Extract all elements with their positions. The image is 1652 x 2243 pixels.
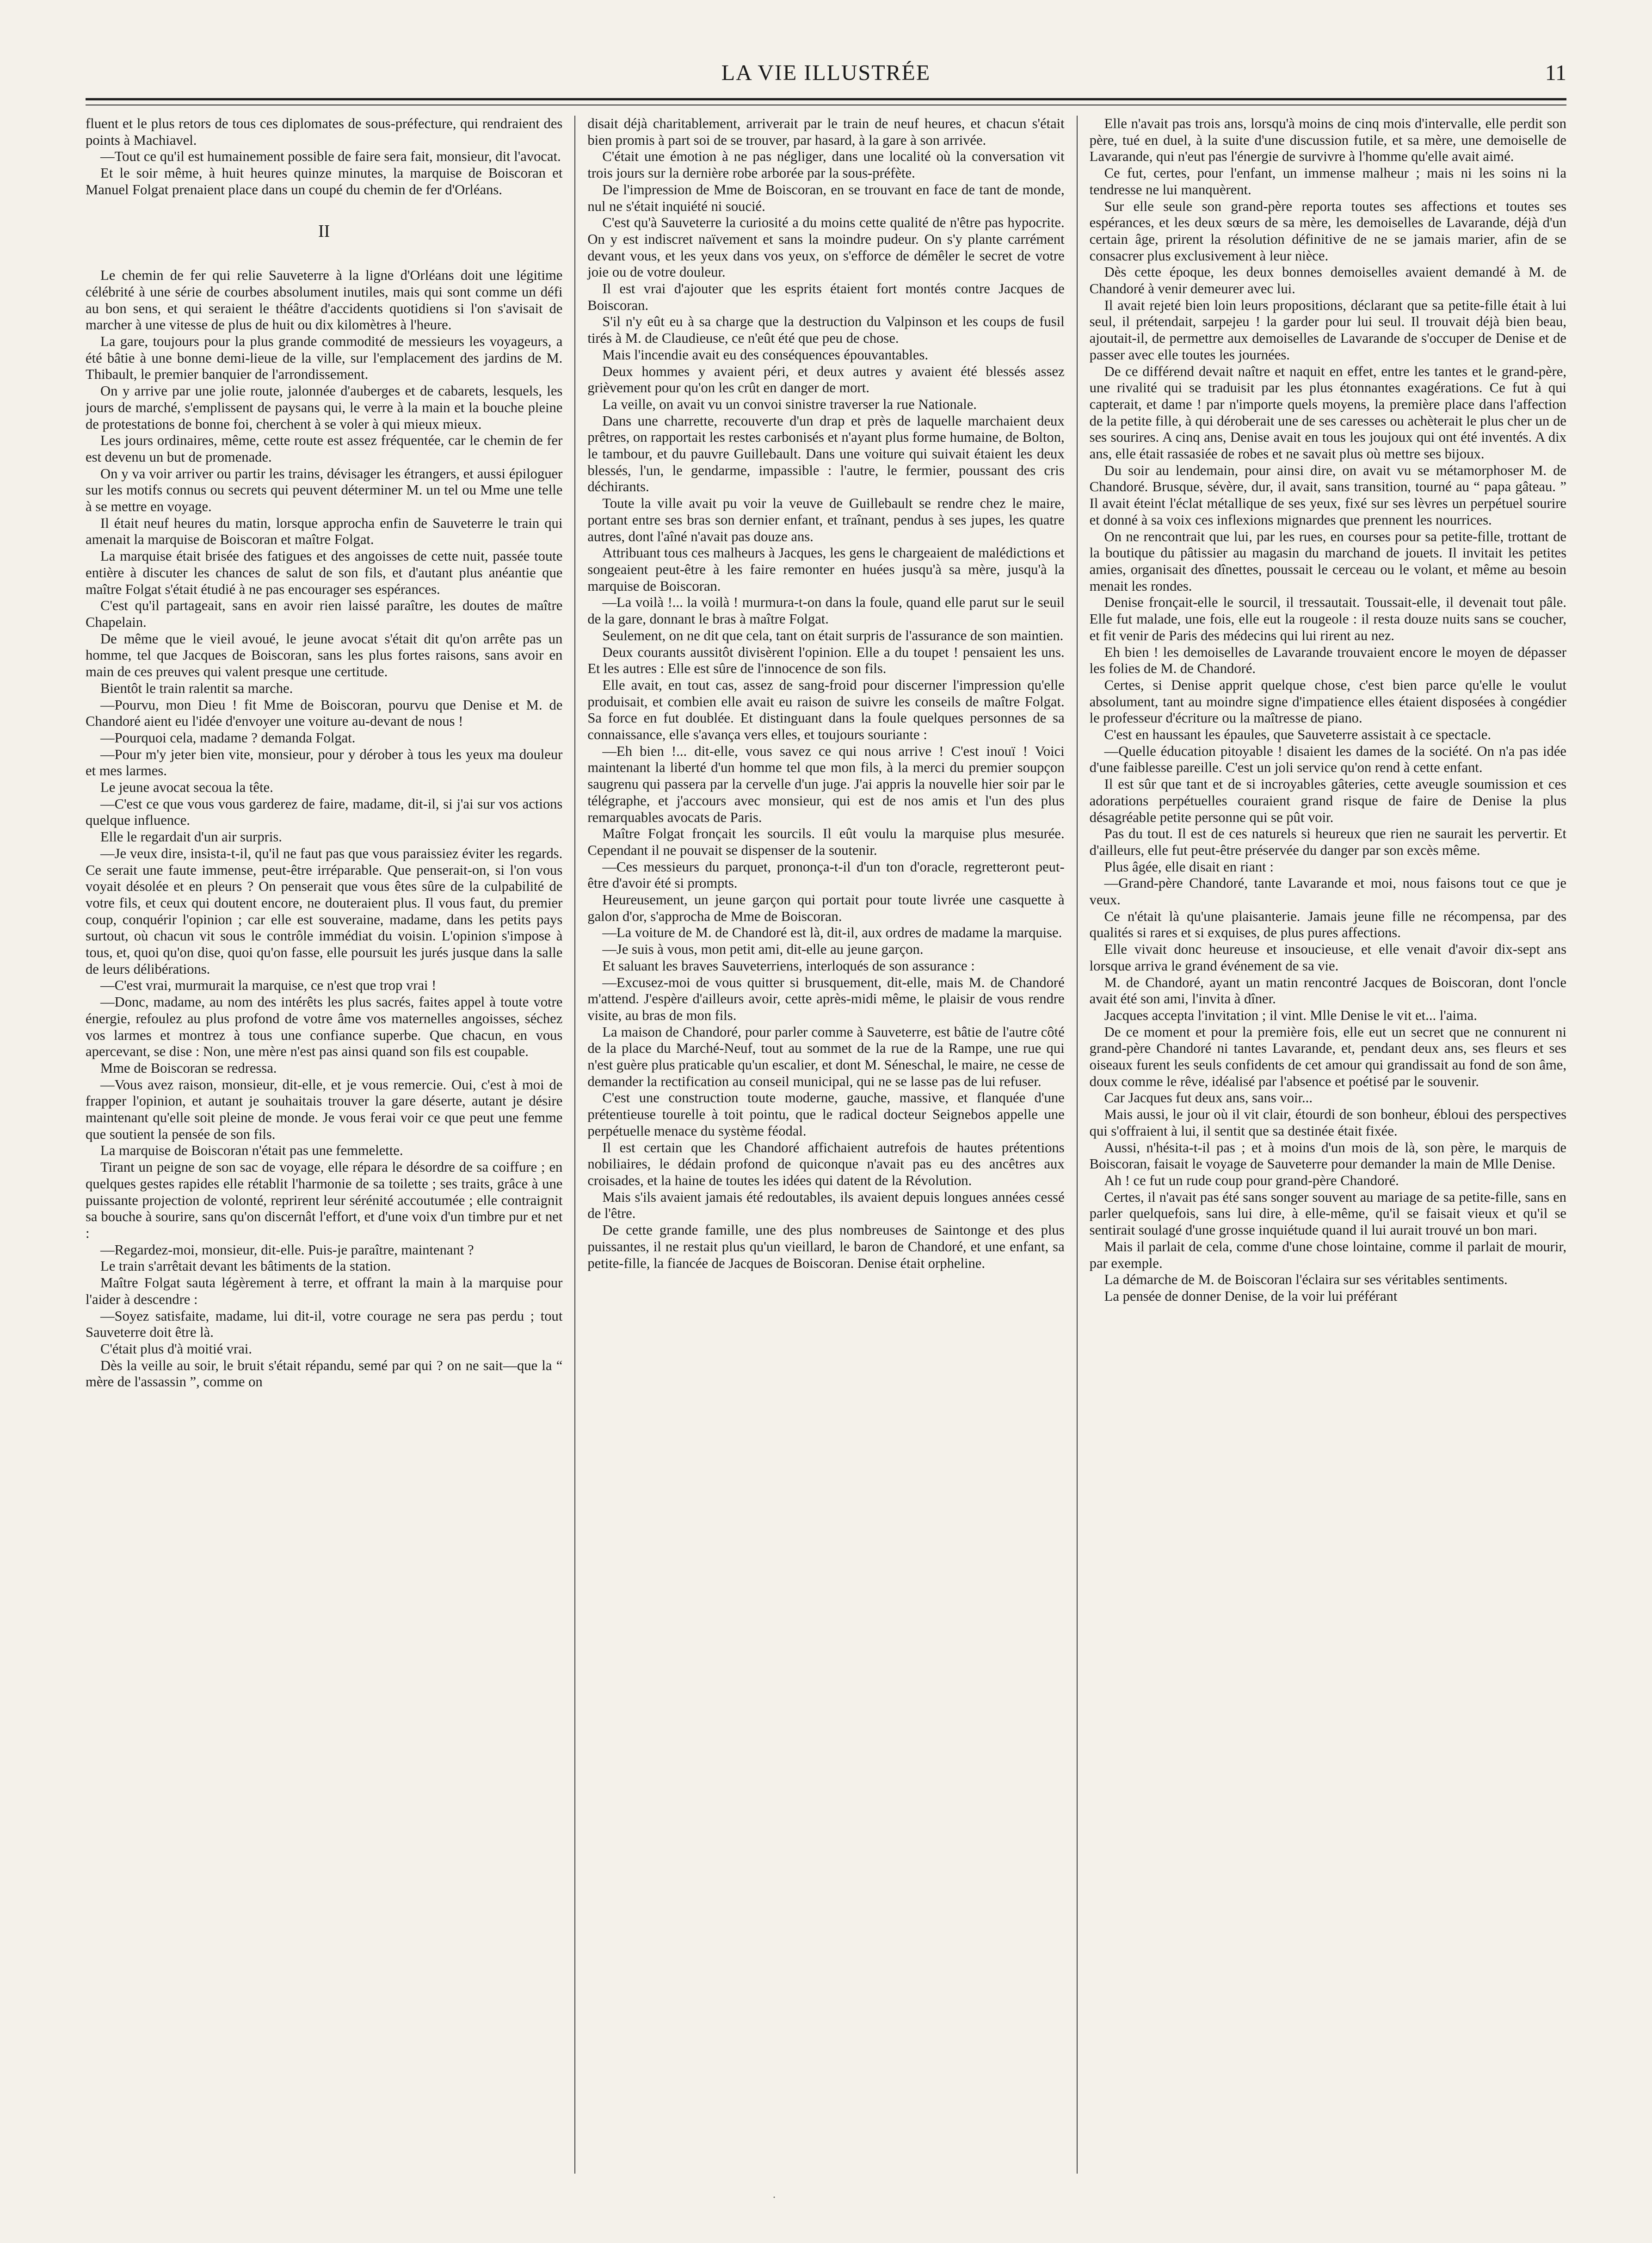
- paragraph: S'il n'y eût eu à sa charge que la destruction du Valpinson et les coups de fusil tirés à M. de Claudieuse, ce n'eût été que peu de chose.: [587, 314, 1065, 346]
- footer-mark: ·: [772, 2192, 776, 2204]
- paragraph: La veille, on avait vu un convoi sinistre traverser la rue Nationale.: [602, 396, 977, 412]
- paragraph: Ah ! ce fut un rude coup pour grand-père Chandoré.: [1104, 1173, 1399, 1188]
- paragraph: Aussi, n'hésita-t-il pas ; et à moins d'un mois de là, son père, le marquis de Boiscoran, faisait le voyage de Sauveterre pour demander la main de Mlle Denise.: [1089, 1139, 1566, 1172]
- paragraph: —Pourvu, mon Dieu ! fit Mme de Boiscoran, pourvu que Denise et M. de Chandoré aient eu l'idée d'envoyer une voiture au-devant de nous !: [86, 697, 563, 729]
- paragraph: Bientôt le train ralentit sa marche.: [100, 680, 293, 696]
- paragraph: —Vous avez raison, monsieur, dit-elle, et je vous remercie. Oui, c'est à moi de frapper l'opinion, et autant je souhaitais trouver la gare déserte, autant je désire maintenant qu'elle soit pleine de monde. Je vous ferai voir ce que peut une femme que soutient la pensée de son fils.: [86, 1076, 563, 1142]
- paragraph: Denise fronçait-elle le sourcil, il tressautait. Toussait-elle, il devenait tout pâle. Elle fut malade, une fois, elle eut la rougeole : il resta douze nuits sans se coucher, et fit venir de Paris des médecins qui lui rirent au nez.: [1089, 594, 1566, 643]
- paragraph: Le train s'arrêtait devant les bâtiments de la station.: [100, 1258, 391, 1274]
- paragraph: —Soyez satisfaite, madame, lui dit-il, votre courage ne sera pas perdu ; tout Sauveterre doit être là.: [86, 1308, 563, 1341]
- paragraph: M. de Chandoré, ayant un matin rencontré Jacques de Boiscoran, dont l'oncle avait été son ami, l'invita à dîner.: [1089, 974, 1566, 1007]
- paragraph: Ce n'était là qu'une plaisanterie. Jamais jeune fille ne récompensa, par des qualités si rares et si exquises, de plus pures affections.: [1089, 908, 1566, 941]
- paragraph: Le chemin de fer qui relie Sauveterre à la ligne d'Orléans doit une légitime célébrité à une série de courbes absolument inutiles, mais qui sont comme un défi au bon sens, et qui seraient le théâtre d'accidents quotidiens si l'on s'avisait de marcher à une vitesse de plus de huit ou dix kilomètres à l'heure.: [86, 267, 563, 333]
- page-number: 11: [1545, 61, 1566, 85]
- paragraph: Mais l'incendie avait eu des conséquences épouvantables.: [602, 346, 929, 363]
- paragraph: Maître Folgat sauta légèrement à terre, et offrant la main à la marquise pour l'aider à descendre :: [86, 1275, 563, 1307]
- paragraph: Elle le regardait d'un air surpris.: [100, 829, 282, 845]
- paragraph: —C'est ce que vous vous garderez de faire, madame, dit-il, si j'ai sur vos actions quelque influence.: [86, 796, 563, 828]
- paragraph: Et saluant les braves Sauveterriens, interloqués de son assurance :: [602, 958, 975, 974]
- paragraph: Certes, il n'avait pas été sans songer souvent au mariage de sa petite-fille, sans en parler quelquefois, sans lui dire, à elle-même, qu'il se faisait vieux et qu'il se sentirait soulagé d'une grosse inquiétude quand il lui aurait trouvé un bon mari.: [1089, 1189, 1566, 1238]
- paragraph: Il avait rejeté bien loin leurs propositions, déclarant que sa petite-fille était à lui seul, il prétendait, sarpejeu ! la garder pour lui seul. Il trouvait déjà bien beau, ajoutait-il, de permettre aux demoiselles de Lavarande de s'occuper de Denise et de passer avec elle toutes les journées.: [1089, 297, 1566, 363]
- paragraph: Deux courants aussitôt divisèrent l'opinion. Elle a du toupet ! pensaient les uns. Et les autres : Elle est sûre de l'innocence de son fils.: [587, 644, 1065, 677]
- paragraph: On y arrive par une jolie route, jalonnée d'auberges et de cabarets, lesquels, les jours de marché, s'emplissent de paysans qui, le verre à la main et la bouche pleine de protestations de bonne foi, cherchent à se voler à qui mieux mieux.: [86, 383, 563, 432]
- paragraph: —Je veux dire, insista-t-il, qu'il ne faut pas que vous paraissiez éviter les regards. Ce serait une faute immense, peut-être irréparable. Que penserait-on, si l'on vous voyait désolée et en pleurs ? On penserait que vous êtes sûre de la culpabilité de votre fils, et ceux qui doutent encore, ne douteraient plus. Il vous faut, du premier coup, conquérir l'opinion ; car elle est souveraine, madame, dans les petits pays surtout, où chacun vit sous le contrôle immédiat du voisin. L'opinion s'impose à tous, et, quoi qu'on dise, quoi qu'on fasse, elle poursuit les jurés jusque dans la salle de leurs délibérations.: [86, 845, 563, 977]
- paragraph: Il est vrai d'ajouter que les esprits étaient fort montés contre Jacques de Boiscoran.: [587, 281, 1065, 313]
- paragraph: C'est une construction toute moderne, gauche, massive, et flanquée d'une prétentieuse tourelle à toit pointu, que le radical docteur Seignebos appelle une perpétuelle menace du système féodal.: [587, 1090, 1065, 1139]
- paragraph: La maison de Chandoré, pour parler comme à Sauveterre, est bâtie de l'autre côté de la place du Marché-Neuf, tout au sommet de la rue de la Rampe, une rue qui n'est guère plus praticable qu'un escalier, et dont M. Séneschal, le maire, ne cesse de demander la rectification au conseil municipal, qui ne se lasse pas de lui refuser.: [587, 1024, 1065, 1089]
- paragraph: —Grand-père Chandoré, tante Lavarande et moi, nous faisons tout ce que je veux.: [1089, 875, 1566, 908]
- paragraph: La pensée de donner Denise, de la voir lui préférant: [1104, 1288, 1398, 1304]
- paragraph: Elle vivait donc heureuse et insoucieuse, et elle venait d'avoir dix-sept ans lorsque arriva le grand événement de sa vie.: [1089, 941, 1566, 974]
- paragraph: Attribuant tous ces malheurs à Jacques, les gens le chargeaient de malédictions et songeaient peut-être à les faire remonter en huées jusqu'à sa mère, jusqu'à la marquise de Boiscoran.: [587, 545, 1065, 594]
- paragraph: Seulement, on ne dit que cela, tant on était surpris de l'assurance de son maintien.: [602, 627, 1064, 643]
- paragraph: —Regardez-moi, monsieur, dit-elle. Puis-je paraître, maintenant ?: [100, 1242, 474, 1258]
- paragraph: Elle avait, en tout cas, assez de sang-froid pour discerner l'impression qu'elle produisait, et combien elle avait eu raison de suivre les conseils de maître Folgat. Sa force en fut doublée. Et distinguant dans la foule quelques personnes de sa connaissance, elle s'avança vers elles, et toujours souriante :: [587, 677, 1065, 743]
- paragraph: C'était plus d'à moitié vrai.: [100, 1341, 252, 1357]
- paragraph: —C'est vrai, murmurait la marquise, ce n'est que trop vrai !: [100, 977, 437, 994]
- paragraph: —La voiture de M. de Chandoré est là, dit-il, aux ordres de madame la marquise.: [602, 925, 1062, 941]
- paragraph: Le jeune avocat secoua la tête.: [100, 779, 273, 796]
- paragraph: Mais il parlait de cela, comme d'une chose lointaine, comme il parlait de mourir, par exemple.: [1089, 1238, 1566, 1271]
- paragraph: De l'impression de Mme de Boiscoran, en se trouvant en face de tant de monde, nul ne s'était inquiété ni soucié.: [587, 181, 1065, 214]
- paragraph: Sur elle seule son grand-père reporta toutes ses affections et toutes ses espérances, et les deux sœurs de sa mère, les demoiselles de Lavarande, déjà d'un certain âge, prirent la résolution définitive de ne se jamais marier, afin de se consacrer plus exclusivement à leur nièce.: [1089, 198, 1566, 264]
- paragraph: Il est certain que les Chandoré affichaient autrefois de hautes prétentions nobiliaires, le dédain profond de quiconque n'avait pas eu des ancêtres aux croisades, et la haine de toutes les idées qui datent de la Révolution.: [587, 1139, 1065, 1188]
- section-heading: II: [318, 221, 330, 241]
- paragraph: Elle n'avait pas trois ans, lorsqu'à moins de cinq mois d'intervalle, elle perdit son père, tué en duel, à la suite d'une discussion futile, et sa mère, une demoiselle de Lavarande, qui n'eut pas l'énergie de survivre à l'homme qu'elle avait aimé.: [1089, 116, 1566, 165]
- article-columns: [86, 116, 1566, 2174]
- paragraph: Il est sûr que tant et de si incroyables gâteries, cette aveugle soumission et ces adorations perpétuelles couraient grand risque de faire de Denise la plus désagréable petite personne qui se pût voir.: [1089, 776, 1566, 825]
- paragraph: disait déjà charitablement, arriverait par le train de neuf heures, et chacun s'était bien promis à part soi de se trouver, par hasard, à la gare à son arrivée.: [587, 116, 1065, 148]
- paragraph: C'est qu'à Sauveterre la curiosité a du moins cette qualité de n'être pas hypocrite. On y est indiscret naïvement et sans la moindre pudeur. On s'y plante carrément devant vous, et les yeux dans vos yeux, on s'efforce de démêler le secret de votre joie ou de votre douleur.: [587, 215, 1065, 280]
- paragraph: Du soir au lendemain, pour ainsi dire, on avait vu se métamorphoser M. de Chandoré. Brusque, sévère, dur, il avait, sans transition, tourné au “ papa gâteau. ” Il avait éteint l'éclat métallique de ses yeux, fixé sur ses lèvres un perpétuel sourire et donné à sa voix ces inflexions mignardes que prennent les nourrices.: [1089, 462, 1566, 528]
- paragraph: Jacques accepta l'invitation ; il vint. Mlle Denise le vit et... l'aima.: [1104, 1007, 1477, 1023]
- paragraph: Ce fut, certes, pour l'enfant, un immense malheur ; mais ni les soins ni la tendresse ne lui manquèrent.: [1089, 165, 1566, 198]
- paragraph: De ce moment et pour la première fois, elle eut un secret que ne connurent ni grand-père Chandoré ni tantes Lavarande, et, pendant deux ans, ses fleurs et ses oiseaux furent les seuls confidents de cet amour qui grandissait au fond de son âme, doux comme le rêve, idéalisé par l'absence et poétisé par le souvenir.: [1089, 1024, 1566, 1089]
- paragraph: Deux hommes y avaient péri, et deux autres y avaient été blessés assez grièvement pour qu'on les crût en danger de mort.: [587, 363, 1065, 396]
- paragraph: Plus âgée, elle disait en riant :: [1104, 859, 1274, 875]
- paragraph: La démarche de M. de Boiscoran l'éclaira sur ses véritables sentiments.: [1104, 1272, 1508, 1288]
- paragraph: —Ces messieurs du parquet, prononça-t-il d'un ton d'oracle, regretteront peut-être d'avoir été si prompts.: [587, 859, 1065, 891]
- paragraph: Pas du tout. Il est de ces naturels si heureux que rien ne saurait les pervertir. Et d'ailleurs, elle fut peut-être préservée du danger par son excès même.: [1089, 826, 1566, 858]
- paragraph: De même que le vieil avoué, le jeune avocat s'était dit qu'on arrête pas un homme, tel que Jacques de Boiscoran, sans les plus fortes raisons, sans avoir en main de ces preuves qui valent presque une certitude.: [86, 630, 563, 680]
- paragraph: C'était une émotion à ne pas négliger, dans une localité où la conversation vit trois jours sur la dernière robe arborée par la sous-préfète.: [587, 148, 1065, 181]
- paragraph: —Tout ce qu'il est humainement possible de faire sera fait, monsieur, dit l'avocat.: [100, 148, 561, 165]
- paragraph: De cette grande famille, une des plus nombreuses de Saintonge et des plus puissantes, il ne restait plus qu'un vieillard, le baron de Chandoré, et une enfant, sa petite-fille, la fiancée de Jacques de Boiscoran. Denise était orpheline.: [587, 1222, 1065, 1271]
- paragraph: Mme de Boiscoran se redressa.: [100, 1060, 277, 1076]
- column-1: [86, 116, 574, 2174]
- paragraph: Dans une charrette, recouverte d'un drap et près de laquelle marchaient deux prêtres, on rapportait les restes carbonisés et n'ayant plus forme humaine, de Bolton, le tambour, et du pauvre Guillebault. Dans une voiture qui suivait étaient les deux blessés, l'un, le gendarme, impassible : l'autre, le fermier, poussant des cris déchirants.: [587, 413, 1065, 495]
- paragraph: On y va voir arriver ou partir les trains, dévisager les étrangers, et aussi épiloguer sur les motifs connus ou secrets qui peuvent déterminer M. un tel ou Mme une telle à se mettre en voyage.: [86, 465, 563, 515]
- column-3: [1078, 116, 1566, 2174]
- paragraph: Dès cette époque, les deux bonnes demoiselles avaient demandé à M. de Chandoré à venir demeurer avec lui.: [1089, 264, 1566, 297]
- paragraph: —Je suis à vous, mon petit ami, dit-elle au jeune garçon.: [602, 941, 924, 958]
- paragraph: Eh bien ! les demoiselles de Lavarande trouvaient encore le moyen de dépasser les folies de M. de Chandoré.: [1089, 644, 1566, 677]
- paragraph: —Quelle éducation pitoyable ! disaient les dames de la société. On n'a pas idée d'une faiblesse pareille. C'est un joli service qu'on rend à cette enfant.: [1089, 743, 1566, 776]
- paragraph: C'est qu'il partageait, sans en avoir rien laissé paraître, les doutes de maître Chapelain.: [86, 598, 563, 630]
- header-rule-thick: [86, 98, 1566, 100]
- paragraph: C'est en haussant les épaules, que Sauveterre assistait à ce spectacle.: [1104, 727, 1491, 743]
- paragraph: Il était neuf heures du matin, lorsque approcha enfin de Sauveterre le train qui amenait la marquise de Boiscoran et maître Folgat.: [86, 515, 563, 548]
- paragraph: —Pour m'y jeter bien vite, monsieur, pour y dérober à tous les yeux ma douleur et mes larmes.: [86, 746, 563, 779]
- paragraph: La marquise de Boiscoran n'était pas une femmelette.: [100, 1143, 403, 1159]
- paragraph: —La voilà !... la voilà ! murmura-t-on dans la foule, quand elle parut sur le seuil de la gare, donnant le bras à maître Folgat.: [587, 594, 1065, 627]
- paragraph: Mais s'ils avaient jamais été redoutables, ils avaient depuis longues années cessé de l'être.: [587, 1189, 1065, 1222]
- paragraph: —Pourquoi cela, madame ? demanda Folgat.: [100, 729, 356, 746]
- page-header: [86, 60, 1566, 102]
- paragraph: Mais aussi, le jour où il vit clair, étourdi de son bonheur, ébloui des perspectives qui s'offraient à lui, il sentit que sa destinée était fixée.: [1089, 1106, 1566, 1139]
- paragraph: La marquise était brisée des fatigues et des angoisses de cette nuit, passée toute entière à discuter les chances de salut de son fils, et d'autant plus anéantie que maître Folgat s'était étudié à ne pas encourager ses espérances.: [86, 548, 563, 597]
- paragraph: —Donc, madame, au nom des intérêts les plus sacrés, faites appel à toute votre énergie, refoulez au plus profond de votre âme vos maternelles angoisses, séchez vos larmes et montrez à tous une confiance superbe. Que chacun, en vous apercevant, se dise : Non, une mère n'est pas ainsi quand son fils est coupable.: [86, 994, 563, 1060]
- paragraph: Car Jacques fut deux ans, sans voir...: [1104, 1090, 1313, 1106]
- paragraph: La gare, toujours pour la plus grande commodité de messieurs les voyageurs, a été bâtie à une bonne demi-lieue de la ville, sur l'emplacement des jardins de M. Thibault, le premier banquier de l'arrondissement.: [86, 334, 563, 383]
- paragraph: —Excusez-moi de vous quitter si brusquement, dit-elle, mais M. de Chandoré m'attend. J'espère d'ailleurs avoir, cette après-midi même, le plaisir de vous rendre visite, au bras de mon fils.: [587, 974, 1065, 1023]
- paragraph: On ne rencontrait que lui, par les rues, en courses pour sa petite-fille, trottant de la boutique du pâtissier au magasin du marchand de jouets. Il invitait les petites amies, organisait des dînettes, poussait le cerceau ou le volant, et même au besoin menait les rondes.: [1089, 528, 1566, 594]
- column-2: [575, 116, 1076, 2174]
- paragraph: Maître Folgat fronçait les sourcils. Il eût voulu la marquise plus mesurée. Cependant il ne pouvait se dispenser de la soutenir.: [587, 826, 1065, 858]
- paragraph: Heureusement, un jeune garçon qui portait pour toute livrée une casquette à galon d'or, s'approcha de Mme de Boiscoran.: [587, 892, 1065, 924]
- paragraph: De ce différend devait naître et naquit en effet, entre les tantes et le grand-père, une rivalité qui se traduisit par les plus étonnantes exagérations. Ce fut à qui capterait, et dame ! par n'importe quels moyens, la première place dans l'affection de la petite fille, à qui déroberait une de ses caresses ou achèterait le plus cher un de ses sourires. A cinq ans, Denise avait en tous les joujoux qui ont été inventés. A dix ans, elle était rassasiée de robes et ne savait plus où mettre ses bijoux.: [1089, 363, 1566, 462]
- paragraph: Certes, si Denise apprit quelque chose, c'est bien parce qu'elle le voulut absolument, tant au moindre signe d'impatience elles étaient disposées à congédier le professeur d'écriture ou la maîtresse de piano.: [1089, 677, 1566, 726]
- paragraph: Toute la ville avait pu voir la veuve de Guillebault se rendre chez le maire, portant entre ses bras son dernier enfant, et traînant, pendus à ses jupes, les quatre autres, dont l'aîné n'avait pas douze ans.: [587, 495, 1065, 544]
- paragraph: Dès la veille au soir, le bruit s'était répandu, semé par qui ? on ne sait—que la “ mère de l'assassin ”, comme on: [86, 1357, 563, 1390]
- paragraph: —Eh bien !... dit-elle, vous savez ce qui nous arrive ! C'est inouï ! Voici maintenant la liberté d'un homme tel que mon fils, à la merci du premier soupçon saugrenu qui passera par la cervelle d'un juge. J'ai appris la nouvelle hier soir par le télégraphe, et j'accours avec monsieur, qui est de nos amis et l'un des plus remarquables avocats de Paris.: [587, 743, 1065, 825]
- paragraph: Les jours ordinaires, même, cette route est assez fréquentée, car le chemin de fer est devenu un but de promenade.: [86, 433, 563, 465]
- paragraph: fluent et le plus retors de tous ces diplomates de sous-préfecture, qui rendraient des points à Machiavel.: [86, 116, 563, 148]
- publication-title: LA VIE ILLUSTRÉE: [721, 61, 931, 85]
- paragraph: Tirant un peigne de son sac de voyage, elle répara le désordre de sa coiffure ; en quelques gestes rapides elle rétablit l'harmonie de sa toilette ; ses traits, grâce à une puissante projection de volonté, reprirent leur sérénité accoutumée ; elle contraignit sa bouche à sourire, sans qu'on discernât l'effort, et d'une voix d'un timbre pur et net :: [86, 1159, 563, 1241]
- paragraph: Et le soir même, à huit heures quinze minutes, la marquise de Boiscoran et Manuel Folgat prenaient place dans un coupé du chemin de fer d'Orléans.: [86, 165, 563, 198]
